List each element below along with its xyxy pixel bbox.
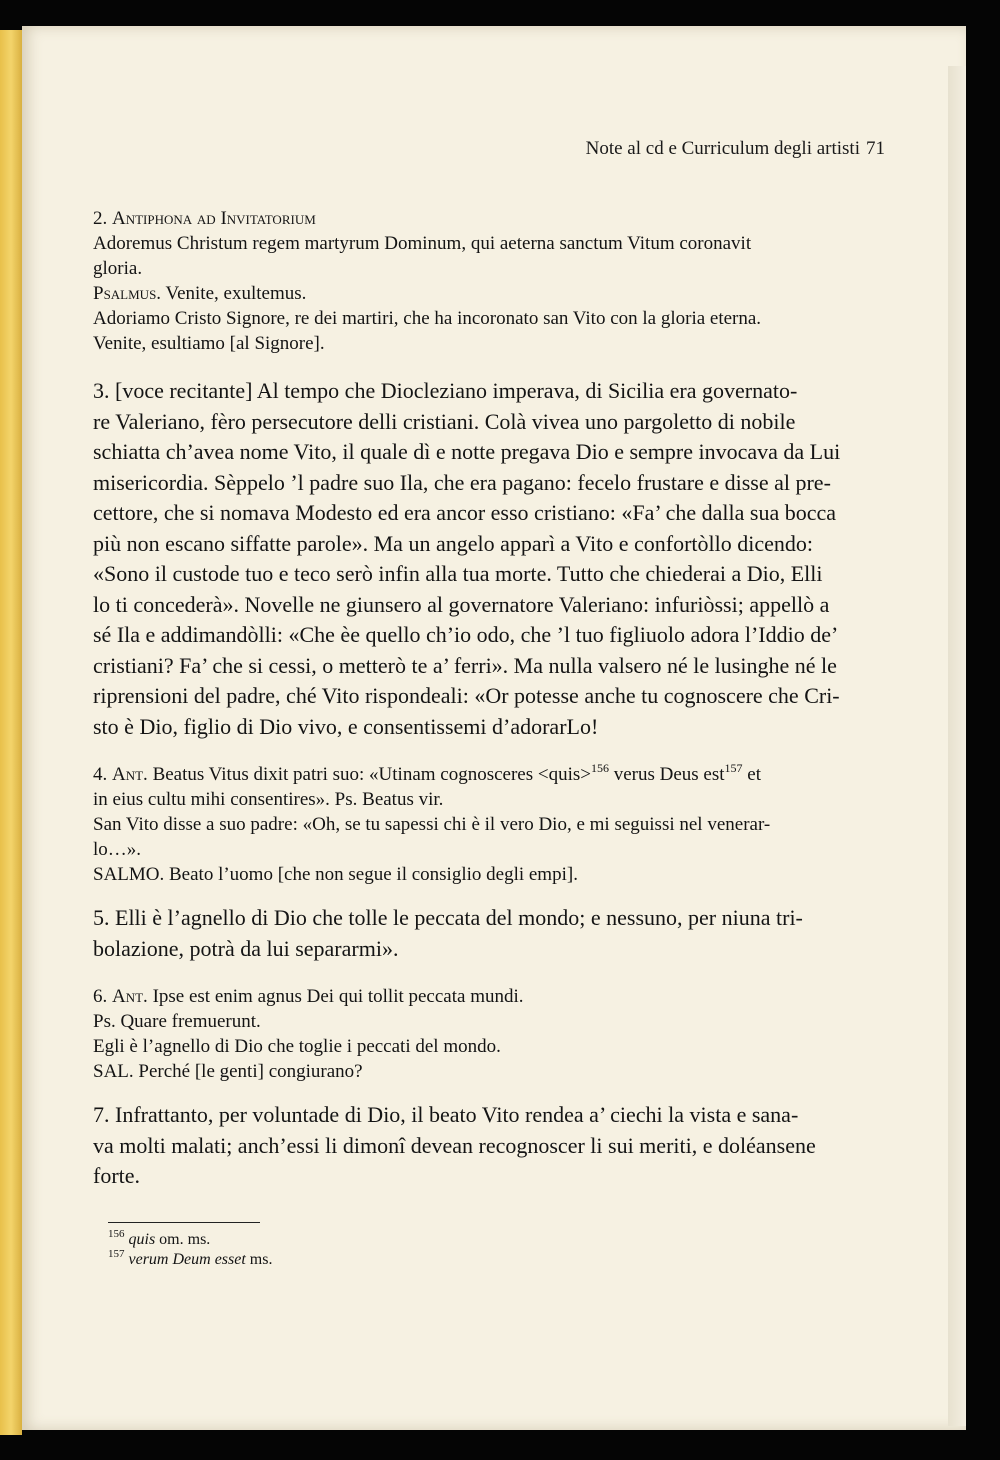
narrative-line: schiatta ch’avea nome Vito, il quale dì e notte pregava Dio e sempre invocava da Lui [93, 439, 841, 464]
page-content [93, 206, 845, 1192]
latin-text-line: in eius cultu mihi consentires». Ps. Beatus vir. [93, 789, 444, 810]
section-7 [93, 1100, 845, 1192]
narrative-line: sto è Dio, figlio di Dio vivo, e consentissemi d’adorarLo! [93, 713, 599, 739]
running-title: Note al cd e Curriculum degli artisti [585, 138, 860, 159]
section-2-heading: 2. Antiphona ad Invitatorium [93, 208, 316, 229]
section-6 [93, 984, 845, 1084]
narrative-line: 3. [voce recitante] Al tempo che Diocleziano imperava, di Sicilia era governato- [93, 378, 798, 403]
latin-text-line: Adoremus Christum regem martyrum Dominum, qui aeterna sanctum Vitum coronavit [93, 233, 752, 254]
footnotes [108, 1230, 272, 1270]
narrative-line: forte. [93, 1163, 141, 1188]
book-page-edge-left [0, 30, 22, 1435]
narrative-line: bolazione, potrà da lui separarmi». [93, 935, 399, 961]
italian-text-line: San Vito disse a suo padre: «Oh, se tu sapessi chi è il vero Dio, e mi seguissi nel venerar- [93, 814, 771, 835]
narrative-line: sé Ila e addimandòlli: «Che èe quello ch’io odo, che ’l tuo figliuolo adora l’Iddio de’ [93, 622, 839, 647]
section-2-title: Antiphona ad Invitatorium [112, 208, 316, 229]
latin-text-line: 6. Ant. Ipse est enim agnus Dei qui tollit peccata mundi. [93, 986, 524, 1007]
narrative-line: riprensioni del padre, ché Vito rispondeali: «Or potesse anche tu cognoscere che Cri- [93, 683, 840, 708]
narrative-line: misericordia. Sèppelo ’l padre suo Ila, che era pagano: fecelo frustare e disse al pre- [93, 469, 831, 495]
psalm-line: Psalmus. Venite, exultemus. [93, 283, 307, 304]
latin-text-line: 4. Ant. Beatus Vitus dixit patri suo: «Utinam cognosceres <quis>$^{156}$ verus Deus est$^{157}$ et [93, 761, 762, 785]
salmo-line: SALMO. Beato l’uomo [che non segue il consiglio degli empi]. [93, 864, 578, 885]
footnote-rule [108, 1222, 260, 1223]
salmo-line: SAL. Perché [le genti] congiurano? [93, 1061, 363, 1082]
narrative-line: lo ti concederà». Novelle ne giunsero al governatore Valeriano: infuriòssi; appellò a [93, 591, 830, 617]
page-edge-right [948, 66, 966, 1426]
narrative-line: va molti malati; anch’essi li dimonî devean recognoscer li sui meriti, e doléansene [93, 1132, 816, 1158]
footnote-156: $^{156}$ quis om. ms. [108, 1228, 211, 1248]
latin-text-line: gloria. [93, 258, 143, 279]
italian-text-line: Venite, esultiamo [al Signore]. [93, 333, 325, 354]
section-3 [93, 376, 845, 742]
section-5 [93, 903, 845, 964]
italian-text-line: lo…». [93, 839, 142, 860]
footnote-157: $^{157}$ verum Deum esset ms. [108, 1248, 273, 1268]
narrative-line: re Valeriano, fèro persecutore delli cristiani. Colà vivea uno pargoletto di nobile [93, 408, 796, 434]
footnote-ref-157[interactable]: 157 [724, 761, 743, 775]
section-2 [93, 206, 845, 356]
running-header [586, 138, 885, 160]
narrative-line: più non escano siffatte parole». Ma un angelo apparì a Vito e confortòllo dicendo: [93, 530, 813, 556]
italian-text-line: Adoriamo Cristo Signore, re dei martiri, che ha incoronato san Vito con la gloria eterna. [93, 308, 762, 329]
narrative-line: «Sono il custode tuo e teco serò infin alla tua morte. Tutto che chiederai a Dio, Elli [93, 561, 823, 586]
italian-text-line: Egli è l’agnello di Dio che toglie i peccati del mondo. [93, 1036, 501, 1057]
narrative-line: cettore, che si nomava Modesto ed era ancor esso cristiano: «Fa’ che dalla sua bocca [93, 500, 837, 525]
narrative-line: 5. Elli è l’agnello di Dio che tolle le peccata del mondo; e nessuno, per niuna tri- [93, 905, 803, 930]
narrative-line: cristiani? Fa’ che si cessi, o metterò te a’ ferri». Ma nulla valsero né le lusinghe né le [93, 652, 837, 678]
psalm-line: Ps. Quare fremuerunt. [93, 1011, 261, 1032]
page-number: 71 [866, 138, 885, 159]
section-4 [93, 762, 845, 887]
narrative-line: 7. Infrattanto, per voluntade di Dio, il beato Vito rendea a’ ciechi la vista e sana- [93, 1102, 799, 1127]
footnote-ref-156[interactable]: 156 [590, 761, 609, 775]
